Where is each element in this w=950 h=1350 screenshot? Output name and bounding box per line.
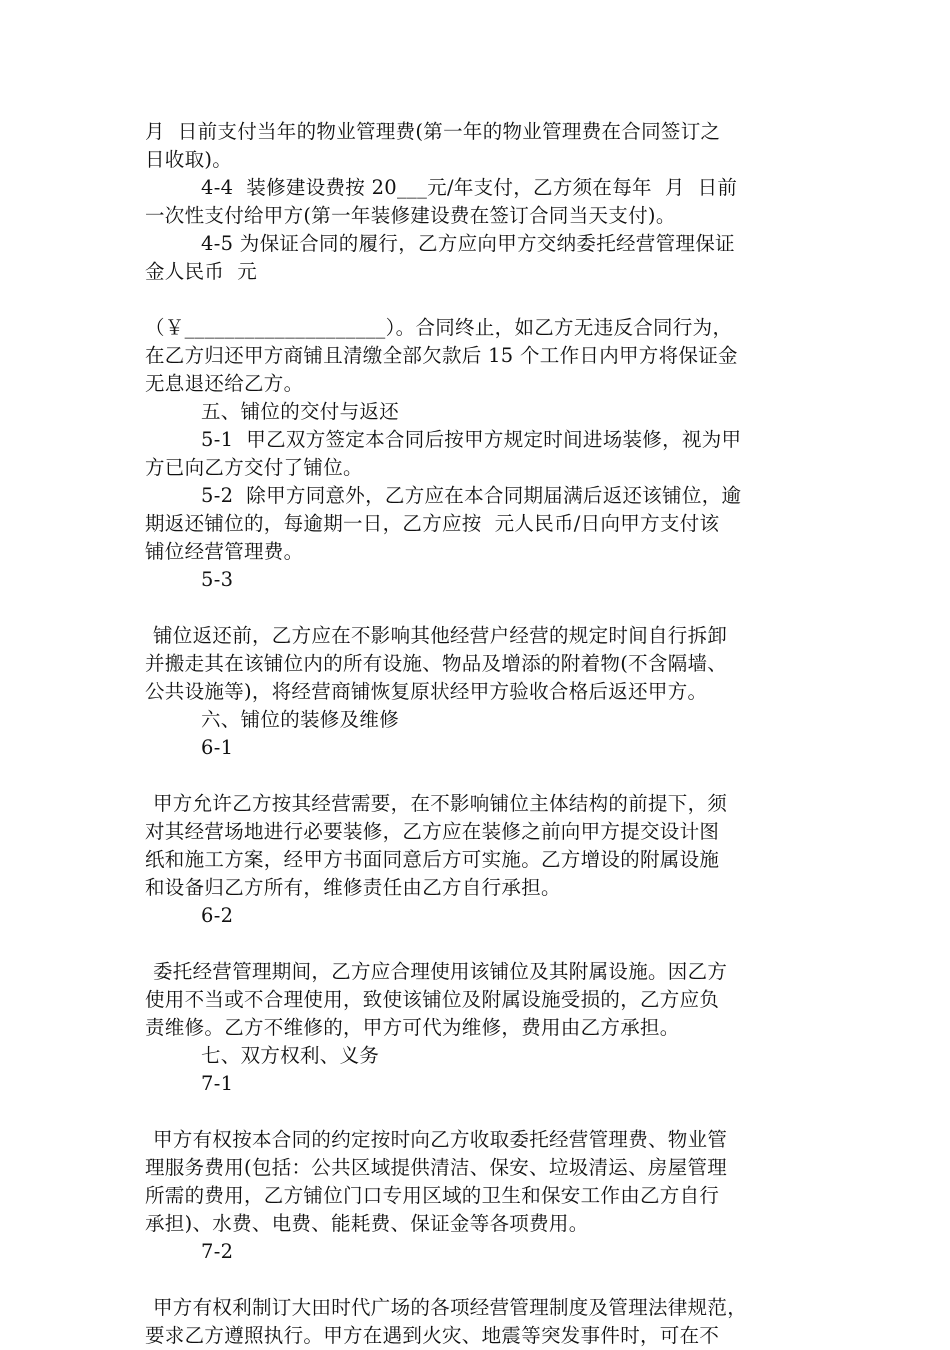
text-line: 4-5 为保证合同的履行，乙方应向甲方交纳委托经营管理保证: [201, 232, 735, 255]
text-line: （￥____________________）。合同终止，如乙方无违反合同行为，: [145, 316, 733, 339]
blank-line: [145, 1266, 815, 1294]
text-line: 月 日前支付当年的物业管理费(第一年的物业管理费在合同签订之: [145, 120, 721, 143]
text-line: 责维修。乙方不维修的，甲方可代为维修，费用由乙方承担。: [145, 1016, 680, 1039]
text-line: 5-2 除甲方同意外，乙方应在本合同期届满后返还该铺位，逾: [201, 484, 742, 507]
text-line: 使用不当或不合理使用，致使该铺位及附属设施受损的，乙方应负: [145, 988, 720, 1011]
text-line: 公共设施等)，将经营商铺恢复原状经甲方验收合格后返还甲方。: [145, 680, 708, 703]
blank-line: [145, 930, 815, 958]
blank-line: [145, 286, 815, 314]
text-line: 要求乙方遵照执行。甲方在遇到火灾、地震等突发事件时，可在不: [145, 1324, 720, 1347]
text-line: 纸和施工方案，经甲方书面同意后方可实施。乙方增设的附属设施: [145, 848, 720, 871]
text-line: 在乙方归还甲方商铺且清缴全部欠款后 15 个工作日内甲方将保证金: [145, 344, 738, 367]
text-line: 方已向乙方交付了铺位。: [145, 456, 363, 479]
text-line: 6-2: [201, 904, 234, 927]
text-line: 日收取)。: [145, 148, 233, 171]
blank-line: [145, 762, 815, 790]
text-line: 一次性支付给甲方(第一年装修建设费在签订合同当天支付)。: [145, 204, 676, 227]
blank-line: [145, 594, 815, 622]
text-line: 对其经营场地进行必要装修，乙方应在装修之前向甲方提交设计图: [145, 820, 720, 843]
blank-line: [145, 1098, 815, 1126]
text-line: 铺位经营管理费。: [145, 540, 304, 563]
text-line: 六、铺位的装修及维修: [201, 708, 400, 731]
text-line: 7-2: [201, 1240, 234, 1263]
text-line: 7-1: [201, 1072, 234, 1095]
text-line: 和设备归乙方所有，维修责任由乙方自行承担。: [145, 876, 561, 899]
text-line: 无息退还给乙方。: [145, 372, 304, 395]
text-line: 5-1 甲乙双方签定本合同后按甲方规定时间进场装修，视为甲: [201, 428, 742, 451]
text-line: 6-1: [201, 736, 234, 759]
text-line: 七、双方权利、义务: [201, 1044, 380, 1067]
text-line: 理服务费用(包括：公共区域提供清洁、保安、垃圾清运、房屋管理: [145, 1156, 728, 1179]
text-line: 甲方有权按本合同的约定按时向乙方收取委托经营管理费、物业管: [153, 1128, 728, 1151]
text-line: 甲方允许乙方按其经营需要，在不影响铺位主体结构的前提下，须: [153, 792, 728, 815]
text-line: 所需的费用，乙方铺位门口专用区域的卫生和保安工作由乙方自行: [145, 1184, 720, 1207]
text-line: 5-3: [201, 568, 234, 591]
text-line: 期返还铺位的，每逾期一日，乙方应按 元人民币/日向甲方支付该: [145, 512, 720, 535]
text-line: 五、铺位的交付与返还: [201, 400, 400, 423]
document-body: [145, 118, 815, 1350]
text-line: 金人民币 元: [145, 260, 257, 283]
text-line: 承担)、水费、电费、能耗费、保证金等各项费用。: [145, 1212, 589, 1235]
text-line: 甲方有权利制订大田时代广场的各项经营管理制度及管理法律规范，: [153, 1296, 748, 1319]
text-line: 铺位返还前，乙方应在不影响其他经营户经营的规定时间自行拆卸: [153, 624, 728, 647]
text-line: 4-4 装修建设费按 20___元/年支付，乙方须在每年 月 日前: [201, 176, 738, 199]
text-line: 并搬走其在该铺位内的所有设施、物品及增添的附着物(不含隔墙、: [145, 652, 728, 675]
text-line: 委托经营管理期间，乙方应合理使用该铺位及其附属设施。因乙方: [153, 960, 728, 983]
